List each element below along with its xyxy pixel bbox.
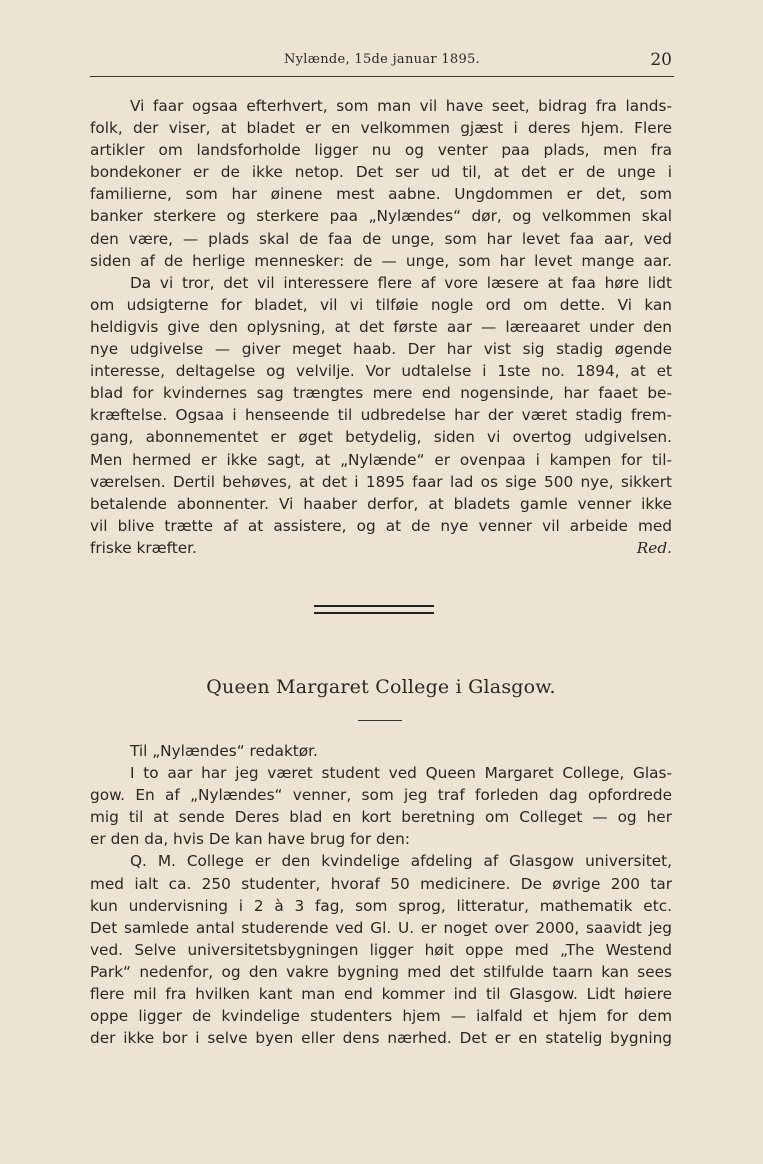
running-header bbox=[90, 50, 674, 77]
text-line: værelsen. Dertil behøves, at det i 1895 faar lad os sige 500 nye, sikkert bbox=[90, 472, 672, 491]
text-line: der ikke bor i selve byen eller dens nærhed. Det er en statelig bygning bbox=[90, 1029, 672, 1048]
text-line: kun undervisning i 2 à 3 fag, som sprog, litteratur, mathematik etc. bbox=[90, 896, 672, 915]
closing-text: friske kræfter. bbox=[90, 538, 197, 557]
text-line: oppe ligger de kvindelige studenters hjem — ialfald et hjem for dem bbox=[90, 1007, 672, 1026]
signature: Red. bbox=[636, 538, 672, 557]
text-line: betalende abonnenter. Vi haaber derfor, at bladets gamle venner ikke bbox=[90, 494, 672, 513]
text-line: med ialt ca. 250 studenter, hvoraf 50 medicinere. De øvrige 200 tar bbox=[90, 874, 672, 893]
text-line: den være, — plads skal de faa de unge, som har levet faa aar, ved bbox=[90, 229, 672, 248]
text-line: interesse, deltagelse og velvilje. Vor udtalelse i 1ste no. 1894, at et bbox=[90, 362, 672, 381]
salutation: Til „Nylændes“ redaktør. bbox=[130, 742, 318, 760]
text-line: gang, abonnementet er øget betydelig, siden vi overtog udgivelsen. bbox=[90, 428, 672, 447]
text-line: gow. En af „Nylændes“ venner, som jeg traf forleden dag opfordrede bbox=[90, 786, 672, 805]
text-line: om udsigterne for bladet, vil vi tilføie nogle ord om dette. Vi kan bbox=[90, 295, 672, 314]
text-line: mig til at sende Deres blad en kort beretning om Colleget — og her bbox=[90, 808, 672, 827]
text-line: Men hermed er ikke sagt, at „Nylænde“ er ovenpaa i kampen for til- bbox=[90, 450, 672, 469]
text-line: Q. M. College er den kvindelige afdeling af Glasgow universitet, bbox=[130, 852, 672, 871]
text-line: heldigvis give den oplysning, at det første aar — læreaaret under den bbox=[90, 317, 672, 336]
section-divider bbox=[314, 605, 434, 614]
text-line: Da vi tror, det vil interessere flere af vore læsere at faa høre lidt bbox=[130, 273, 672, 292]
title-rule bbox=[358, 720, 402, 721]
text-line: vil blive trætte af at assistere, og at de nye venner vil arbeide med bbox=[90, 516, 672, 535]
text-line: Det samlede antal studerende ved Gl. U. er noget over 2000, saavidt jeg bbox=[90, 918, 672, 937]
text-line: familierne, som har øinene mest aabne. Ungdommen er det, som bbox=[90, 185, 672, 204]
text-line: nye udgivelse — giver meget haab. Der har vist sig stadig øgende bbox=[90, 340, 672, 359]
text-line-last bbox=[90, 537, 672, 559]
text-line: bondekoner er de ikke netop. Det ser ud til, at det er de unge i bbox=[90, 163, 672, 182]
text-line: I to aar har jeg været student ved Queen Margaret College, Glas- bbox=[130, 764, 672, 783]
article-body bbox=[90, 740, 672, 1049]
text-line: ved. Selve universitetsbygningen ligger høit oppe med „The Westend bbox=[90, 940, 672, 959]
text-line: flere mil fra hvilken kant man end kommer ind til Glasgow. Lidt høiere bbox=[90, 985, 672, 1004]
text-line: artikler om landsforholde ligger nu og venter paa plads, men fra bbox=[90, 141, 672, 160]
editorial-note bbox=[90, 95, 672, 559]
running-header-title: Nylænde, 15de januar 1895. bbox=[283, 52, 481, 67]
text-line: Park“ nedenfor, og den vakre bygning med det stilfulde taarn kan sees bbox=[90, 962, 672, 981]
text-line: Vi faar ogsaa efterhvert, som man vil have seet, bidrag fra lands- bbox=[130, 97, 672, 115]
text-line: folk, der viser, at bladet er en velkommen gjæst i deres hjem. Flere bbox=[90, 119, 672, 138]
text-line: er den da, hvis De kan have brug for den: bbox=[90, 830, 410, 849]
text-line: siden af de herlige mennesker: de — unge, som har levet mange aar. bbox=[90, 251, 672, 270]
text-line: banker sterkere og sterkere paa „Nylændes“ dør, og velkommen skal bbox=[90, 207, 672, 226]
page-number: 20 bbox=[650, 50, 672, 70]
article-title: Queen Margaret College i Glasgow. bbox=[206, 676, 556, 698]
text-line: kræftelse. Ogsaa i henseende til udbredelse har der været stadig frem- bbox=[90, 406, 672, 425]
text-line: blad for kvindernes sag trængtes mere end nogensinde, har faaet be- bbox=[90, 384, 672, 403]
